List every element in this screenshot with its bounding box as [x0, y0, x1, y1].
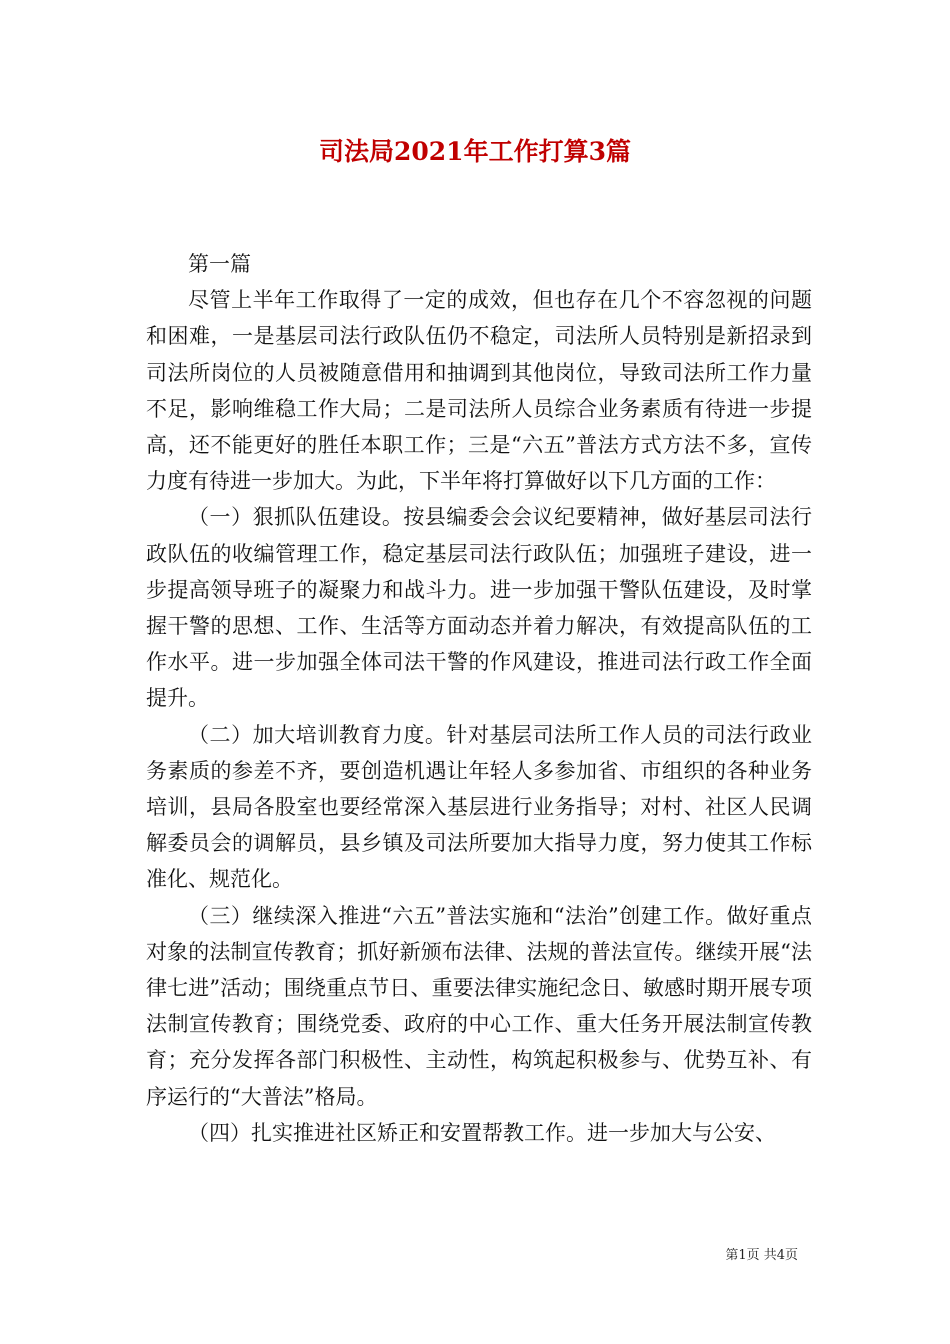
paragraph-intro: 尽管上半年工作取得了一定的成效，但也存在几个不容忽视的问题和困难，一是基层司法行政队伍仍不稳定，司法所人员特别是新招录到司法所岗位的人员被随意借用和抽调到其他岗位，导致司法所工作力量不足，影响维稳工作大局；二是司法所人员综合业务素质有待进一步提高，还不能更好的胜任本职工作；三是“六五”普法方式方法不多，宣传力度有待进一步加大。为此，下半年将打算做好以下几方面的工作： — [146, 288, 812, 494]
section-heading: 第一篇 — [188, 252, 251, 276]
page-title: 司法局2021年工作打算3篇 — [319, 137, 631, 166]
paragraph-1: （一）狠抓队伍建设。按县编委会会议纪要精神，做好基层司法行政队伍的收编管理工作，稳定基层司法行政队伍；加强班子建设，进一步提高领导班子的凝聚力和战斗力。进一步加强干警队伍建设，及时掌握干警的思想、工作、生活等方面动态并着力解决，有效提高队伍的工作水平。进一步加强全体司法干警的作风建设，推进司法行政工作全面提升。 — [146, 505, 812, 711]
page-number-footer: 第1页 共4页 — [725, 1248, 798, 1263]
paragraph-4: （四）扎实推进社区矫正和安置帮教工作。进一步加大与公安、 — [188, 1120, 776, 1145]
paragraph-2: （二）加大培训教育力度。针对基层司法所工作人员的司法行政业务素质的参差不齐，要创造机遇让年轻人多参加省、市组织的各种业务培训，县局各股室也要经常深入基层进行业务指导；对村、社区人民调解委员会的调解员，县乡镇及司法所要加大指导力度，努力使其工作标准化、规范化。 — [146, 722, 812, 892]
paragraph-3: （三）继续深入推进“六五”普法实施和“法治”创建工作。做好重点对象的法制宣传教育；抓好新颁布法律、法规的普法宣传。继续开展“法律七进”活动；围绕重点节日、重要法律实施纪念日、敏感时期开展专项法制宣传教育；围绕党委、政府的中心工作、重大任务开展法制宣传教育；充分发挥各部门积极性、主动性，构筑起积极参与、优势互补、有序运行的“大普法”格局。 — [146, 903, 812, 1109]
document-body — [146, 246, 812, 1151]
